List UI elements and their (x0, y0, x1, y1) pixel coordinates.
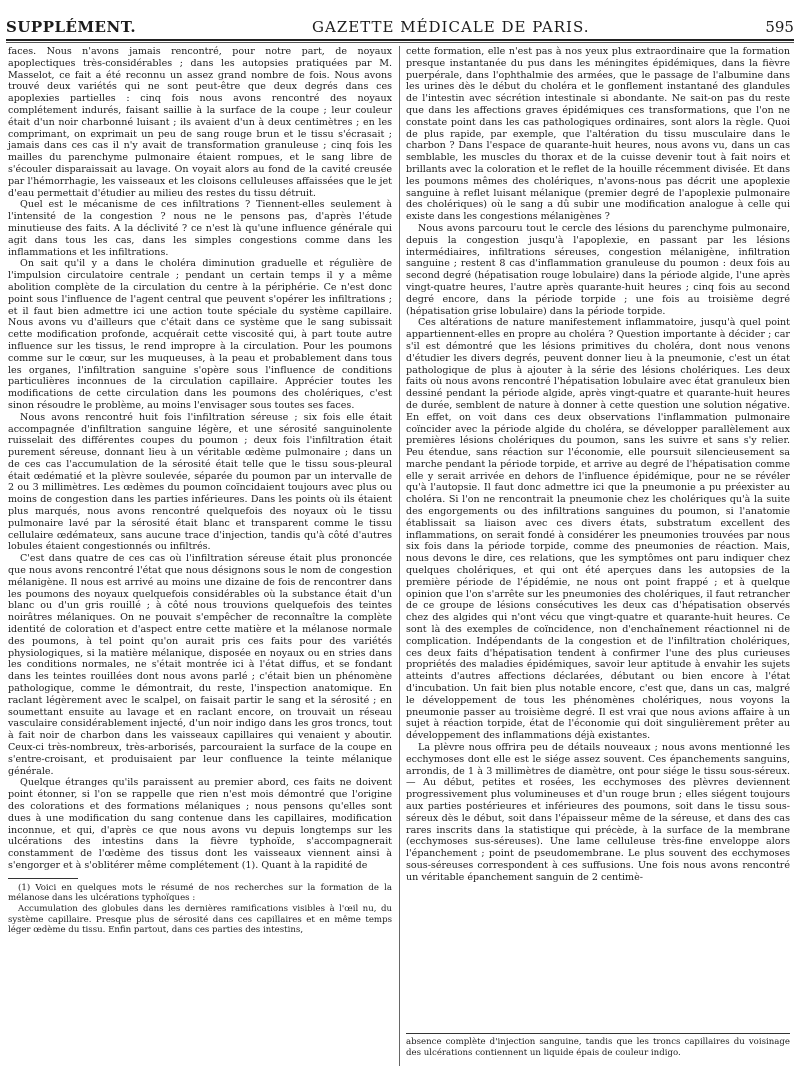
paragraph: La plèvre nous offrira peu de détails nouveaux ; nous avons mentionné les ecchymoses dont elle est le siége assez souvent. Ces épanchements sanguins, arrondis, de 1 à 3 millimètres de diamètre, ont pour siége le tissu sous-séreux. — Au début, petites et rosées, les ecchymoses des plèvres deviennent progressivement plus volumineuses et d'un rouge brun ; elles siégent toujours aux parties postérieures et inférieures des poumons, soit dans le tissu sous-séreux dès le début, soit dans l'épaisseur même de la séreuse, et dans des cas rares inscrits dans la statistique qui précède, à la surface de la membrane (ecchymoses sus-séreuses). Une lame celluleuse très-fine enveloppe alors l'épanchement ; point de pseudomembrane. Le plus souvent des ecchymoses sous-séreuses correspondent à ces suffusions. Une fois nous avons rencontré un véritable épanchement sanguin de 2 centimè- (406, 742, 790, 883)
page-header (6, 10, 794, 36)
paragraph: Quelque étranges qu'ils paraissent au premier abord, ces faits ne doivent point étonner, si l'on se rappelle que rien n'est mois démontré que l'origine des colorations et des formations mélaniques ; nous pensons qu'elles sont dues à une modification du sang contenue dans les capillaires, modification inconnue, et qui, d'après ce que nous avons vu depuis longtemps sur les ulcérations des intestins dans la fièvre typhoïde, s'accompagnerait constamment de l'œdème des tissus dont les vaisseaux viennent ainsi à s'engorger et à s'oblitérer même complétement (1). Quant à la rapidité de (8, 777, 392, 871)
footnote-continuation: absence complète d'injection sanguine, tandis que les troncs capillaires du voisinage des ulcérations contiennent un liquide épais de couleur indigo. (406, 1037, 790, 1058)
paragraph: cette formation, elle n'est pas à nos yeux plus extraordinaire que la formation presque instantanée du pus dans les méningites épidémiques, dans la fièvre puerpérale, dans l'ophthalmie des armées, que le passage de l'albumine dans les urines dès le début du choléra et le gonflement instantané des glandules de l'intestin avec sécrétion intestinale si abondante. Ne sait-on pas du reste que dans les affections graves épidémiques ces transformations, que l'on ne constate point dans les cas pathologiques ordinaires, sont alors la règle. Quoi de plus rapide, par exemple, que l'altération du tissu musculaire dans le charbon ? Dans l'espace de quarante-huit heures, nous avons vu, dans un cas semblable, les muscles du thorax et de la cuisse devenir tout à fait noirs et brillants avec la coloration et le reflet de la houille récemment divisée. Et dans les poumons mêmes des cholériques, n'avons-nous pas décrit une apoplexie sanguine à reflet luisant mélanique (premier degré de l'apoplexie pulmonaire des cholériques) où le sang a dû subir une modification analogue à celle qui existe dans les congestions mélanigènes ? (406, 46, 790, 223)
paragraph: faces. Nous n'avons jamais rencontré, pour notre part, de noyaux apoplectiques très-considérables ; dans les autopsies pratiquées par M. Masselot, ce fait a été reconnu un assez grand nombre de fois. Nous avons trouvé deux variétés qui ne sont peut-être que deux degrés dans ces apoplexies partielles : cinq fois nous avons rencontré des noyaux complétement indurés, faisant saillie à la surface de la coupe ; leur couleur était d'un noir charbonné luisant ; ils avaient d'un à deux centimètres ; en les comprimant, on exprimait un peu de sang rouge brun et le tissu s'écrasait ; jamais dans ces cas il n'y avait de transformation granuleuse ; cinq fois les mailles du parenchyme pulmonaire étaient rompues, et le sang libre de s'écouler disparaissait au lavage. On voyait alors au fond de la cavité creusée par l'hémorrhagie, les vaisseaux et les cloisons celluleuses affaissées que le jet d'eau permettait d'étudier au milieu des restes du tissu détruit. (8, 46, 392, 199)
paragraph: Quel est le mécanisme de ces infiltrations ? Tiennent-elles seulement à l'intensité de la congestion ? nous ne le pensons pas, d'après l'étude minutieuse des faits. A la déclivité ? ce n'est là qu'une influence générale qui agit dans tous les cas, dans les simples congestions comme dans les inflammations et les infiltrations. (8, 199, 392, 258)
right-column (406, 46, 790, 884)
footnote-paragraph: Accumulation des globules dans les dernières ramifications visibles à l'œil nu, du système capillaire. Presque plus de sérosité dans ces capillaires et en même temps léger œdème du tissu. Enfin partout, dans ces parties des intestins, (8, 903, 392, 936)
footnote (8, 883, 392, 936)
header-rule (6, 39, 794, 41)
paragraph: Nous avons rencontré huit fois l'infiltration séreuse ; six fois elle était accompagnée d'infiltration sanguine légère, et une sérosité sanguinolente ruisselait des différentes coupes du poumon ; deux fois l'infiltration était purement séreuse, donnant lieu à un véritable œdème pulmonaire ; dans un de ces cas l'accumulation de la sérosité était telle que le tissu sous-pleural était œdématié et la plèvre soulevée, séparée du poumon par un intervalle de 2 ou 3 millimètres. Les œdèmes du poumon coïncidaient toujours avec plus ou moins de congestion dans les parties inférieures. Dans les points où ils étaient plus marqués, nous avons rencontré quelquefois des noyaux où le tissu pulmonaire lavé par la sérosité était blanc et transparent comme le tissu cellulaire œdémateux, sans aucune trace d'injection, tandis qu'à côté d'autres lobules étaient congestionnés ou infiltrés. (8, 411, 392, 553)
footnote-paragraph: (1) Voici en quelques mots le résumé de nos recherches sur la formation de la mélanose dans les ulcérations typhoïques : (8, 882, 392, 904)
column-divider (399, 46, 400, 1066)
paragraph: On sait qu'il y a dans le choléra diminution graduelle et régulière de l'impulsion circulatoire centrale ; pendant un certain temps il y a même abolition complète de la circulation du centre à la périphérie. Ce n'est donc point sous l'influence de l'agent central que peuvent s'opérer les infiltrations ; et il faut bien admettre ici une action toute spéciale du système capillaire. Nous avons vu d'ailleurs que c'était dans ce système que le sang subissait cette modification profonde, acquérait cette viscosité qui, à part toute autre influence sur les tissus, le rend impropre à la circulation. Pour les poumons comme sur le cœur, sur les muqueuses, à la peau et probablement dans tous les organes, l'infiltration sanguine s'opère sous l'influence de conditions particulières inconnues de la circulation capillaire. Apprécier toutes les modifications de cette circulation dans les poumons des cholériques, c'est sinon résoudre le problème, au moins l'envisager sous toutes ses faces. (8, 258, 392, 411)
paragraph: C'est dans quatre de ces cas où l'infiltration séreuse était plus prononcée que nous avons rencontré l'état que nous désignons sous le nom de congestion mélanigène. Il nous est arrivé au moins une dizaine de fois de rencontrer dans les poumons des noyaux quelquefois considérables où la substance était d'un blanc ou d'un gris rouillé ; à côté nous trouvions quelquefois des teintes noirâtres mélaniques. On ne pouvait s'empêcher de reconnaître la complète identité de coloration et d'aspect entre cette matière et la mélanose normale des poumons, à tel point qu'on aurait pris ces faits pour des variétés physiologiques, si la matière mélanique, disposée en noyaux ou en stries dans les conditions normales, ne s'était montrée ici à l'état diffus, et se fondant dans les teintes rouillées dont nous avons parlé ; c'était bien un phénomène pathologique, comme le démontrait, du reste, l'inspection anatomique. En raclant légèrement avec le scalpel, on faisait partir le sang et la sérosité ; en soumettant ensuite au lavage et en raclant encore, on trouvait un réseau vasculaire considérablement injecté, d'un noir indigo dans les gros troncs, tout à fait noir de charbon dans les vaisseaux capillaires qui venaient y aboutir. Ceux-ci très-nombreux, très-arborisés, parcouraient la surface de la coupe en s'entre-croisant, et produisaient par leur confluence la teinte mélanique générale. (8, 553, 392, 777)
footnote-rule (8, 878, 78, 879)
page-number: 595 (765, 18, 794, 36)
left-column (8, 46, 392, 936)
footnote-rule-right (406, 1033, 790, 1034)
journal-title: GAZETTE MÉDICALE DE PARIS. (312, 18, 590, 36)
paragraph: Nous avons parcouru tout le cercle des lésions du parenchyme pulmonaire, depuis la congestion jusqu'à l'apoplexie, en passant par les lésions intermédiaires, infiltrations séreuses, congestion mélanigène, infiltration sanguine ; restent 8 cas d'inflammation granuleuse du poumon : deux fois au second degré (hépatisation rouge lobulaire) dans la période algide, l'une après vingt-quatre heures, l'autre après quarante-huit heures ; cinq fois au second degré encore, dans la période torpide ; une fois au troisième degré (hépatisation grise lobulaire) dans la période torpide. (406, 222, 790, 317)
supplement-label: SUPPLÉMENT. (6, 18, 137, 36)
header-rule-thin (6, 42, 794, 43)
paragraph: Ces altérations de nature manifestement inflammatoire, jusqu'à quel point appartiennent-elles en propre au choléra ? Question importante à décider ; car s'il est démontré que les lésions primitives du choléra, dont nous venons d'étudier les divers degrés, peuvent donner lieu à la pneumonie, c'est un état pathologique de plus à ajouter à la série des lésions cholériques. Les deux faits où nous avons rencontré l'hépatisation lobulaire avec état granuleux bien dessiné pendant la période algide, après vingt-quatre et quarante-huit heures de durée, semblent de nature à donner à cette question une solution négative. En effet, on voit dans ces deux observations l'inflammation pulmonaire coïncider avec la période algide du choléra, se développer parallèlement aux premières lésions cholériques du poumon, sans les suivre et sans s'y relier. Peu étendue, sans réaction sur l'économie, elle poursuit silencieusement sa marche pendant la période torpide, et arrive au degré de l'hépatisation comme elle y serait arrivée en dehors de l'influence épidémique, pour ne se révéler qu'à l'autopsie. Il faut donc admettre ici que la pneumonie a pu préexister au choléra. Si l'on ne rencontrait la pneumonie chez les cholériques qu'à la suite des engorgements ou des infiltrations sanguines du poumon, si l'anatomie établissait sa liaison avec ces divers états, substratum excellent des inflammations, on serait fondé à considérer les pneumonies trouvées par nous six fois dans la période torpide, comme des pneumonies de réaction. Mais, nous devons le dire, ces relations, que les symptômes ont paru indiquer chez quelques cholériques, et qui ont été aperçues dans les autopsies de la première période de l'épidémie, ne nous ont point frappé ; et à quelque opinion que l'on s'arrête sur les pneumonies des cholériques, il faut retrancher de ce groupe de lésions consécutives les deux cas d'hépatisation observés chez des algides qui n'ont vécu que vingt-quatre et quarante-huit heures. Ce sont là des exemples de coïncidence, non d'enchaînement réactionnel ni de complication. Indépendants de la congestion et de l'infiltration cholériques, ces deux faits d'hépatisation tendent à confirmer l'une des plus curieuses propriétés des maladies épidémiques, savoir leur aptitude à envahir les sujets atteints d'autres affections déclarées, débutant ou bien encore à l'état d'incubation. Un fait bien plus notable encore, c'est que, dans un cas, malgré le développement de tous les phénomènes cholériques, nous voyons la pneumonie passer au troisième degré. Il est vrai que nous avions affaire à un sujet à réaction torpide, état de l'économie qui doit singulièrement prêter au développement des inflammations déjà existantes. (406, 317, 790, 742)
